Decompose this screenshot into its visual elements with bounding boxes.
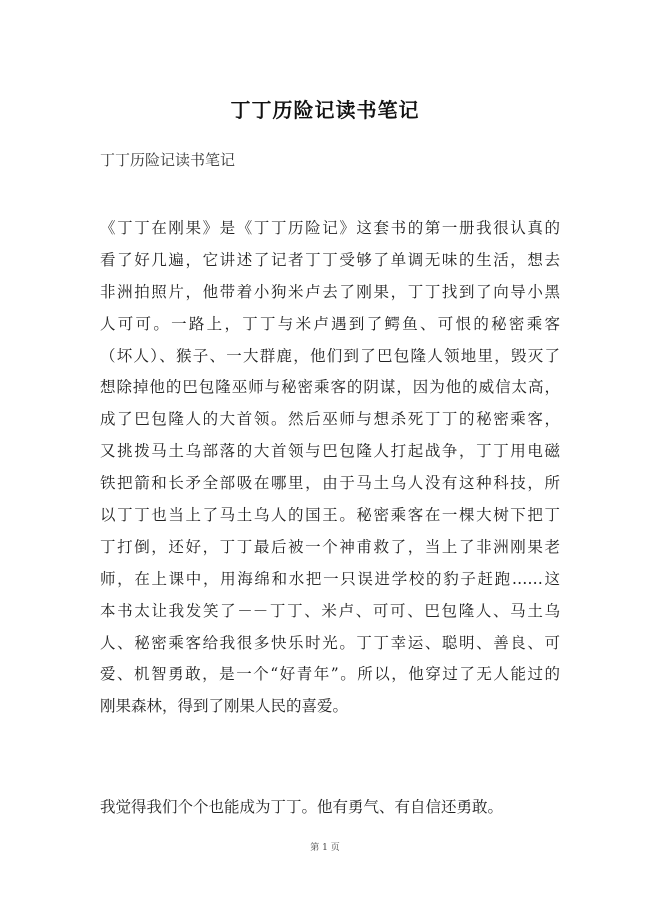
paragraph-line: 成了巴包隆人的大首领。然后巫师与想杀死丁丁的秘密乘客，	[100, 410, 560, 429]
paragraph-line: （坏人）、猴子、一大群鹿，他们到了巴包隆人领地里，毁灭了	[100, 346, 560, 365]
paragraph-line: 《丁丁在刚果》是《丁丁历险记》这套书的第一册我很认真的	[100, 219, 560, 237]
document-title: 丁丁历险记读书笔记	[230, 98, 420, 122]
body-paragraph	[100, 213, 560, 723]
closing-paragraph: 我觉得我们个个也能成为丁丁。他有勇气、有自信还勇敢。	[100, 798, 504, 816]
paragraph-line: 人、秘密乘客给我很多快乐时光。丁丁幸运、聪明、善良、可	[100, 633, 560, 652]
page-number: 第 1 页	[310, 843, 340, 853]
paragraph-line: 以丁丁也当上了马土乌人的国王。秘密乘客在一棵大树下把丁	[100, 506, 560, 525]
paragraph-line: 人可可。一路上，丁丁与米卢遇到了鳄鱼、可恨的秘密乘客	[100, 314, 560, 333]
paragraph-line: 又挑拨马土乌部落的大首领与巴包隆人打起战争，丁丁用电磁	[100, 442, 560, 461]
paragraph-line: 师，在上课中，用海绵和水把一只误进学校的豹子赶跑……这	[100, 569, 560, 588]
paragraph-line: 丁打倒，还好，丁丁最后被一个神甫救了，当上了非洲刚果老	[100, 537, 560, 556]
paragraph-line: 刚果森林，得到了刚果人民的喜爱。	[100, 697, 349, 716]
paragraph-line: 想除掉他的巴包隆巫师与秘密乘客的阴谋，因为他的威信太高，	[100, 378, 560, 397]
paragraph-line: 看了好几遍，它讲述了记者丁丁受够了单调无味的生活，想去	[100, 250, 560, 269]
paragraph-line: 爱、机智勇敢，是一个“好青年”。所以，他穿过了无人能过的	[100, 665, 560, 684]
document-subtitle: 丁丁历险记读书笔记	[100, 151, 236, 169]
paragraph-line: 铁把箭和长矛全部吸在哪里，由于马土乌人没有这种科技，所	[100, 474, 560, 493]
paragraph-line: 非洲拍照片，他带着小狗米卢去了刚果，丁丁找到了向导小黑	[100, 282, 560, 301]
paragraph-line: 本书太让我发笑了－－丁丁、米卢、可可、巴包隆人、马土乌	[100, 601, 560, 620]
